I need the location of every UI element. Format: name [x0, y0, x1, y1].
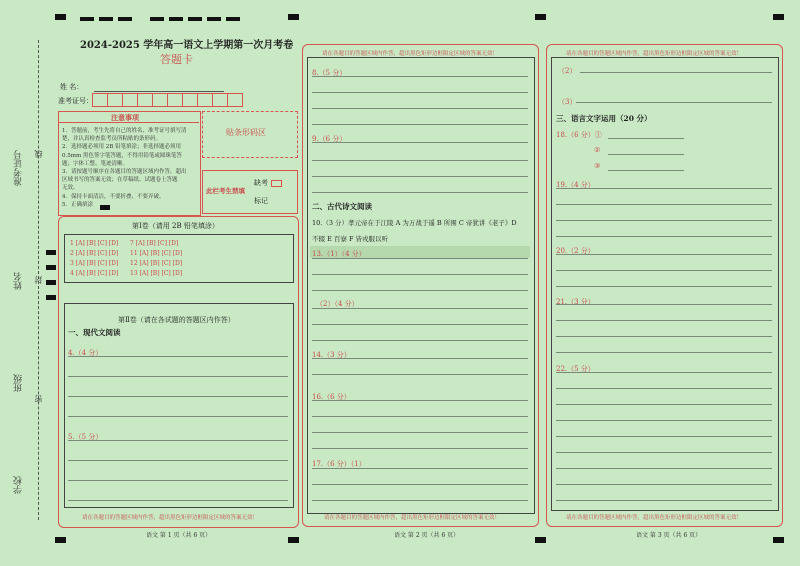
answer-line[interactable]	[68, 460, 288, 461]
notes-item: 0.5mm 黑色签字笔答题，不得用铅笔或圆珠笔答	[62, 152, 182, 159]
notes-item: 无效。	[62, 185, 79, 192]
answer-line[interactable]	[312, 468, 528, 469]
answer-line[interactable]	[68, 416, 288, 417]
page2-inner	[307, 57, 535, 514]
timing-mark	[118, 17, 132, 21]
exam-id-digit-box[interactable]	[152, 93, 168, 107]
answer-line[interactable]	[312, 500, 528, 501]
answer-line[interactable]	[580, 72, 772, 73]
part1-title: 第Ⅰ卷（请用 2B 铅笔填涂）	[132, 222, 219, 230]
page3-footer: 语文 第 3 页（共 6 页）	[636, 532, 702, 539]
timing-mark	[535, 14, 546, 20]
answer-line[interactable]	[312, 448, 528, 449]
timing-mark	[773, 14, 784, 20]
exam-id-digit-box[interactable]	[92, 93, 108, 107]
page2-footer: 语文 第 2 页（共 6 页）	[394, 532, 460, 539]
choice-row[interactable]: 2 [A] [B] [C] [D]	[70, 250, 119, 257]
answer-line[interactable]	[556, 452, 772, 453]
notes-divider	[58, 122, 199, 123]
timing-mark	[288, 537, 299, 543]
absent-label: 缺考	[254, 179, 268, 187]
q17-label: 17.（6 分）（1）	[312, 460, 366, 468]
q18-label: 18.（6 分）①	[556, 131, 602, 139]
q16-label: 16.（6 分）	[312, 393, 351, 401]
timing-mark	[535, 537, 546, 543]
timing-mark	[773, 537, 784, 543]
answer-line[interactable]	[556, 436, 772, 437]
q21-label: 21.（3 分）	[556, 298, 595, 306]
barcode-label: 贴条形码区	[226, 128, 266, 137]
answer-line[interactable]	[68, 376, 288, 377]
choice-row[interactable]: 7 [A] [B] [C] [D]	[130, 240, 179, 247]
answer-line[interactable]	[556, 336, 772, 337]
q8-label: 8.（5 分）	[312, 69, 347, 77]
name-field[interactable]	[94, 91, 224, 92]
timing-mark	[150, 17, 164, 21]
answer-line[interactable]	[312, 258, 528, 259]
page3-warning-top: 请在各题目的答题区域内作答，超出黑色矩形边框限定区域的答案无效！	[566, 51, 743, 57]
answer-line[interactable]	[556, 304, 772, 305]
answer-line[interactable]	[312, 160, 528, 161]
answer-line[interactable]	[312, 192, 528, 193]
timing-mark	[207, 17, 221, 21]
notes-title: 注意事项	[111, 113, 139, 122]
section3-title: 三、语言文字运用（20 分）	[556, 114, 652, 123]
answer-line[interactable]	[312, 92, 528, 93]
answer-line[interactable]	[576, 102, 772, 103]
answer-line[interactable]	[556, 286, 772, 287]
answer-line[interactable]	[312, 108, 528, 109]
notes-item: 题；字体工整、笔迹清晰。	[62, 160, 129, 167]
q22-label: 22.（5 分）	[556, 365, 595, 373]
side-label-mi: 密	[34, 395, 43, 403]
page1-warning: 请在各题目的答题区域内作答，超出黑色矩形边框限定区域的答案无效！	[82, 515, 259, 521]
page-title: 2024-2025 学年高一语文上学期第一次月考卷	[80, 40, 294, 51]
answer-line[interactable]	[608, 138, 684, 139]
exam-id-digit-box[interactable]	[137, 93, 153, 107]
answer-line[interactable]	[556, 500, 772, 501]
timing-mark	[46, 295, 56, 300]
choice-row[interactable]: 11 [A] [B] [C] [D]	[130, 250, 183, 257]
choice-row[interactable]: 1 [A] [B] [C] [D]	[70, 240, 119, 247]
answer-line[interactable]	[68, 480, 288, 481]
notes-item: 5．正确填涂	[62, 201, 93, 208]
answer-line[interactable]	[556, 320, 772, 321]
notes-item: 4．保持卡面清洁，不要折叠、不要弄破。	[62, 193, 165, 200]
part2-title: 第Ⅱ卷（请在各试题的答题区内作答）	[118, 316, 235, 324]
answer-line[interactable]	[608, 170, 684, 171]
answer-line[interactable]	[312, 484, 528, 485]
exam-id-digit-box[interactable]	[212, 93, 228, 107]
q13-label: 13.（1）（4 分）	[312, 250, 366, 258]
q18c-label: ③	[594, 162, 601, 170]
notes-item: 2．选择题必须用 2B 铅笔填涂；非选择题必须用	[62, 144, 182, 151]
timing-mark	[80, 17, 94, 21]
answer-line[interactable]	[556, 388, 772, 389]
answer-line[interactable]	[556, 372, 772, 373]
answer-line[interactable]	[68, 356, 288, 357]
absent-mark-label: 标记	[254, 197, 268, 205]
section1-title: 一、现代文阅读	[68, 328, 121, 337]
answer-line[interactable]	[312, 142, 528, 143]
notes-item: 区域书写的答案无效；在草稿纸、试题卷上答题	[62, 177, 178, 184]
q9-label: 9.（6 分）	[312, 135, 347, 143]
fill-example	[100, 205, 110, 210]
answer-line[interactable]	[312, 290, 528, 291]
choice-row[interactable]: 4 [A] [B] [C] [D]	[70, 270, 119, 277]
answer-line[interactable]	[312, 176, 528, 177]
q5-label: 5.（5 分）	[68, 433, 103, 441]
q13b-label: （2）（4 分）	[316, 300, 359, 308]
choice-row[interactable]: 12 [A] [B] [C] [D]	[130, 260, 183, 267]
side-label-zkzh: 准考证号	[14, 150, 24, 186]
answer-line[interactable]	[556, 420, 772, 421]
answer-line[interactable]	[312, 358, 528, 359]
q14-label: 14.（3 分）	[312, 351, 351, 359]
answer-line[interactable]	[312, 308, 528, 309]
page-subtitle: 答题卡	[160, 53, 193, 66]
timing-mark	[99, 17, 113, 21]
page2-warning: 请在各题目的答题区域内作答，超出黑色矩形边框限定区域的答案无效！	[324, 515, 501, 521]
timing-mark	[46, 280, 56, 285]
timing-mark	[226, 17, 240, 21]
notes-item: 楚，并认真检查监考员所粘贴的条形码。	[62, 136, 162, 143]
answer-line[interactable]	[312, 416, 528, 417]
timing-mark	[46, 250, 56, 255]
answer-line[interactable]	[608, 154, 684, 155]
timing-mark	[288, 14, 299, 20]
exam-id-digit-box[interactable]	[107, 93, 123, 107]
answer-line[interactable]	[312, 340, 528, 341]
answer-line[interactable]	[68, 440, 288, 441]
side-label-feng: 封	[34, 276, 43, 284]
exam-id-digit-box[interactable]	[197, 93, 213, 107]
notes-item: 1．答题前，考生先将自己的姓名、准考证号填写清	[62, 128, 187, 134]
q10-text: 10.（3 分）孝元帝在于江陵 A 为万战于遥 B 所围 C 帝犹讲《老子》D	[312, 219, 517, 227]
answer-line[interactable]	[312, 400, 528, 401]
side-label-xian: 线	[34, 150, 43, 158]
answer-line[interactable]	[556, 352, 772, 353]
answer-line[interactable]	[312, 374, 528, 375]
answer-line[interactable]	[312, 274, 528, 275]
page1-footer: 语文 第 1 页（共 6 页）	[146, 532, 212, 539]
exam-id-digit-box[interactable]	[227, 93, 243, 107]
q10-text-cont: 不辍 E 百寮 F 皆戎服以听	[312, 235, 389, 243]
answer-line[interactable]	[312, 432, 528, 433]
answer-line[interactable]	[556, 204, 772, 205]
answer-line[interactable]	[556, 188, 772, 189]
side-label-xingming: 姓名	[14, 272, 24, 290]
exam-id-digit-box[interactable]	[167, 93, 183, 107]
timing-mark	[188, 17, 202, 21]
exam-id-digit-box[interactable]	[182, 93, 198, 107]
answer-line[interactable]	[556, 468, 772, 469]
page3-warning: 请在各题目的答题区域内作答，超出黑色矩形边框限定区域的答案无效！	[566, 515, 743, 521]
absent-title: 此栏考生禁填	[206, 187, 245, 195]
answer-line[interactable]	[556, 254, 772, 255]
choice-row[interactable]: 3 [A] [B] [C] [D]	[70, 260, 119, 267]
q20-label: 20.（2 分）	[556, 247, 595, 255]
page3-inner	[551, 57, 779, 511]
answer-line[interactable]	[68, 500, 288, 501]
answer-line[interactable]	[312, 324, 528, 325]
choice-row[interactable]: 13 [A] [B] [C] [D]	[130, 270, 183, 277]
q18b-label: ②	[594, 146, 601, 154]
side-label-xuexiao: 学校	[14, 476, 24, 494]
timing-mark	[55, 14, 66, 20]
q-cont2-label: （2）	[558, 67, 577, 75]
q-cont3-label: （3）	[558, 98, 577, 106]
side-label-banji: 班级	[14, 374, 24, 392]
q4-label: 4.（4 分）	[68, 349, 103, 357]
answer-line[interactable]	[556, 236, 772, 237]
answer-line[interactable]	[556, 270, 772, 271]
absent-checkbox[interactable]	[271, 180, 282, 187]
section2-title: 二、古代诗文阅读	[312, 202, 372, 211]
q19-label: 19.（4 分）	[556, 181, 595, 189]
answer-line[interactable]	[68, 396, 288, 397]
timing-mark	[55, 537, 66, 543]
answer-line[interactable]	[556, 220, 772, 221]
name-label: 姓 名：	[60, 83, 84, 91]
answer-line[interactable]	[312, 76, 528, 77]
page2-warning-top: 请在各题目的答题区域内作答，超出黑色矩形边框限定区域的答案无效！	[322, 51, 499, 57]
answer-line[interactable]	[556, 404, 772, 405]
timing-mark	[169, 17, 183, 21]
answer-line[interactable]	[312, 124, 528, 125]
exam-id-digit-box[interactable]	[122, 93, 138, 107]
answer-line[interactable]	[556, 484, 772, 485]
notes-item: 3．请按题号顺序在各题目的答题区域内作答，超出	[62, 169, 187, 175]
timing-mark	[46, 265, 56, 270]
exam-id-label: 准考证号：	[58, 97, 93, 105]
